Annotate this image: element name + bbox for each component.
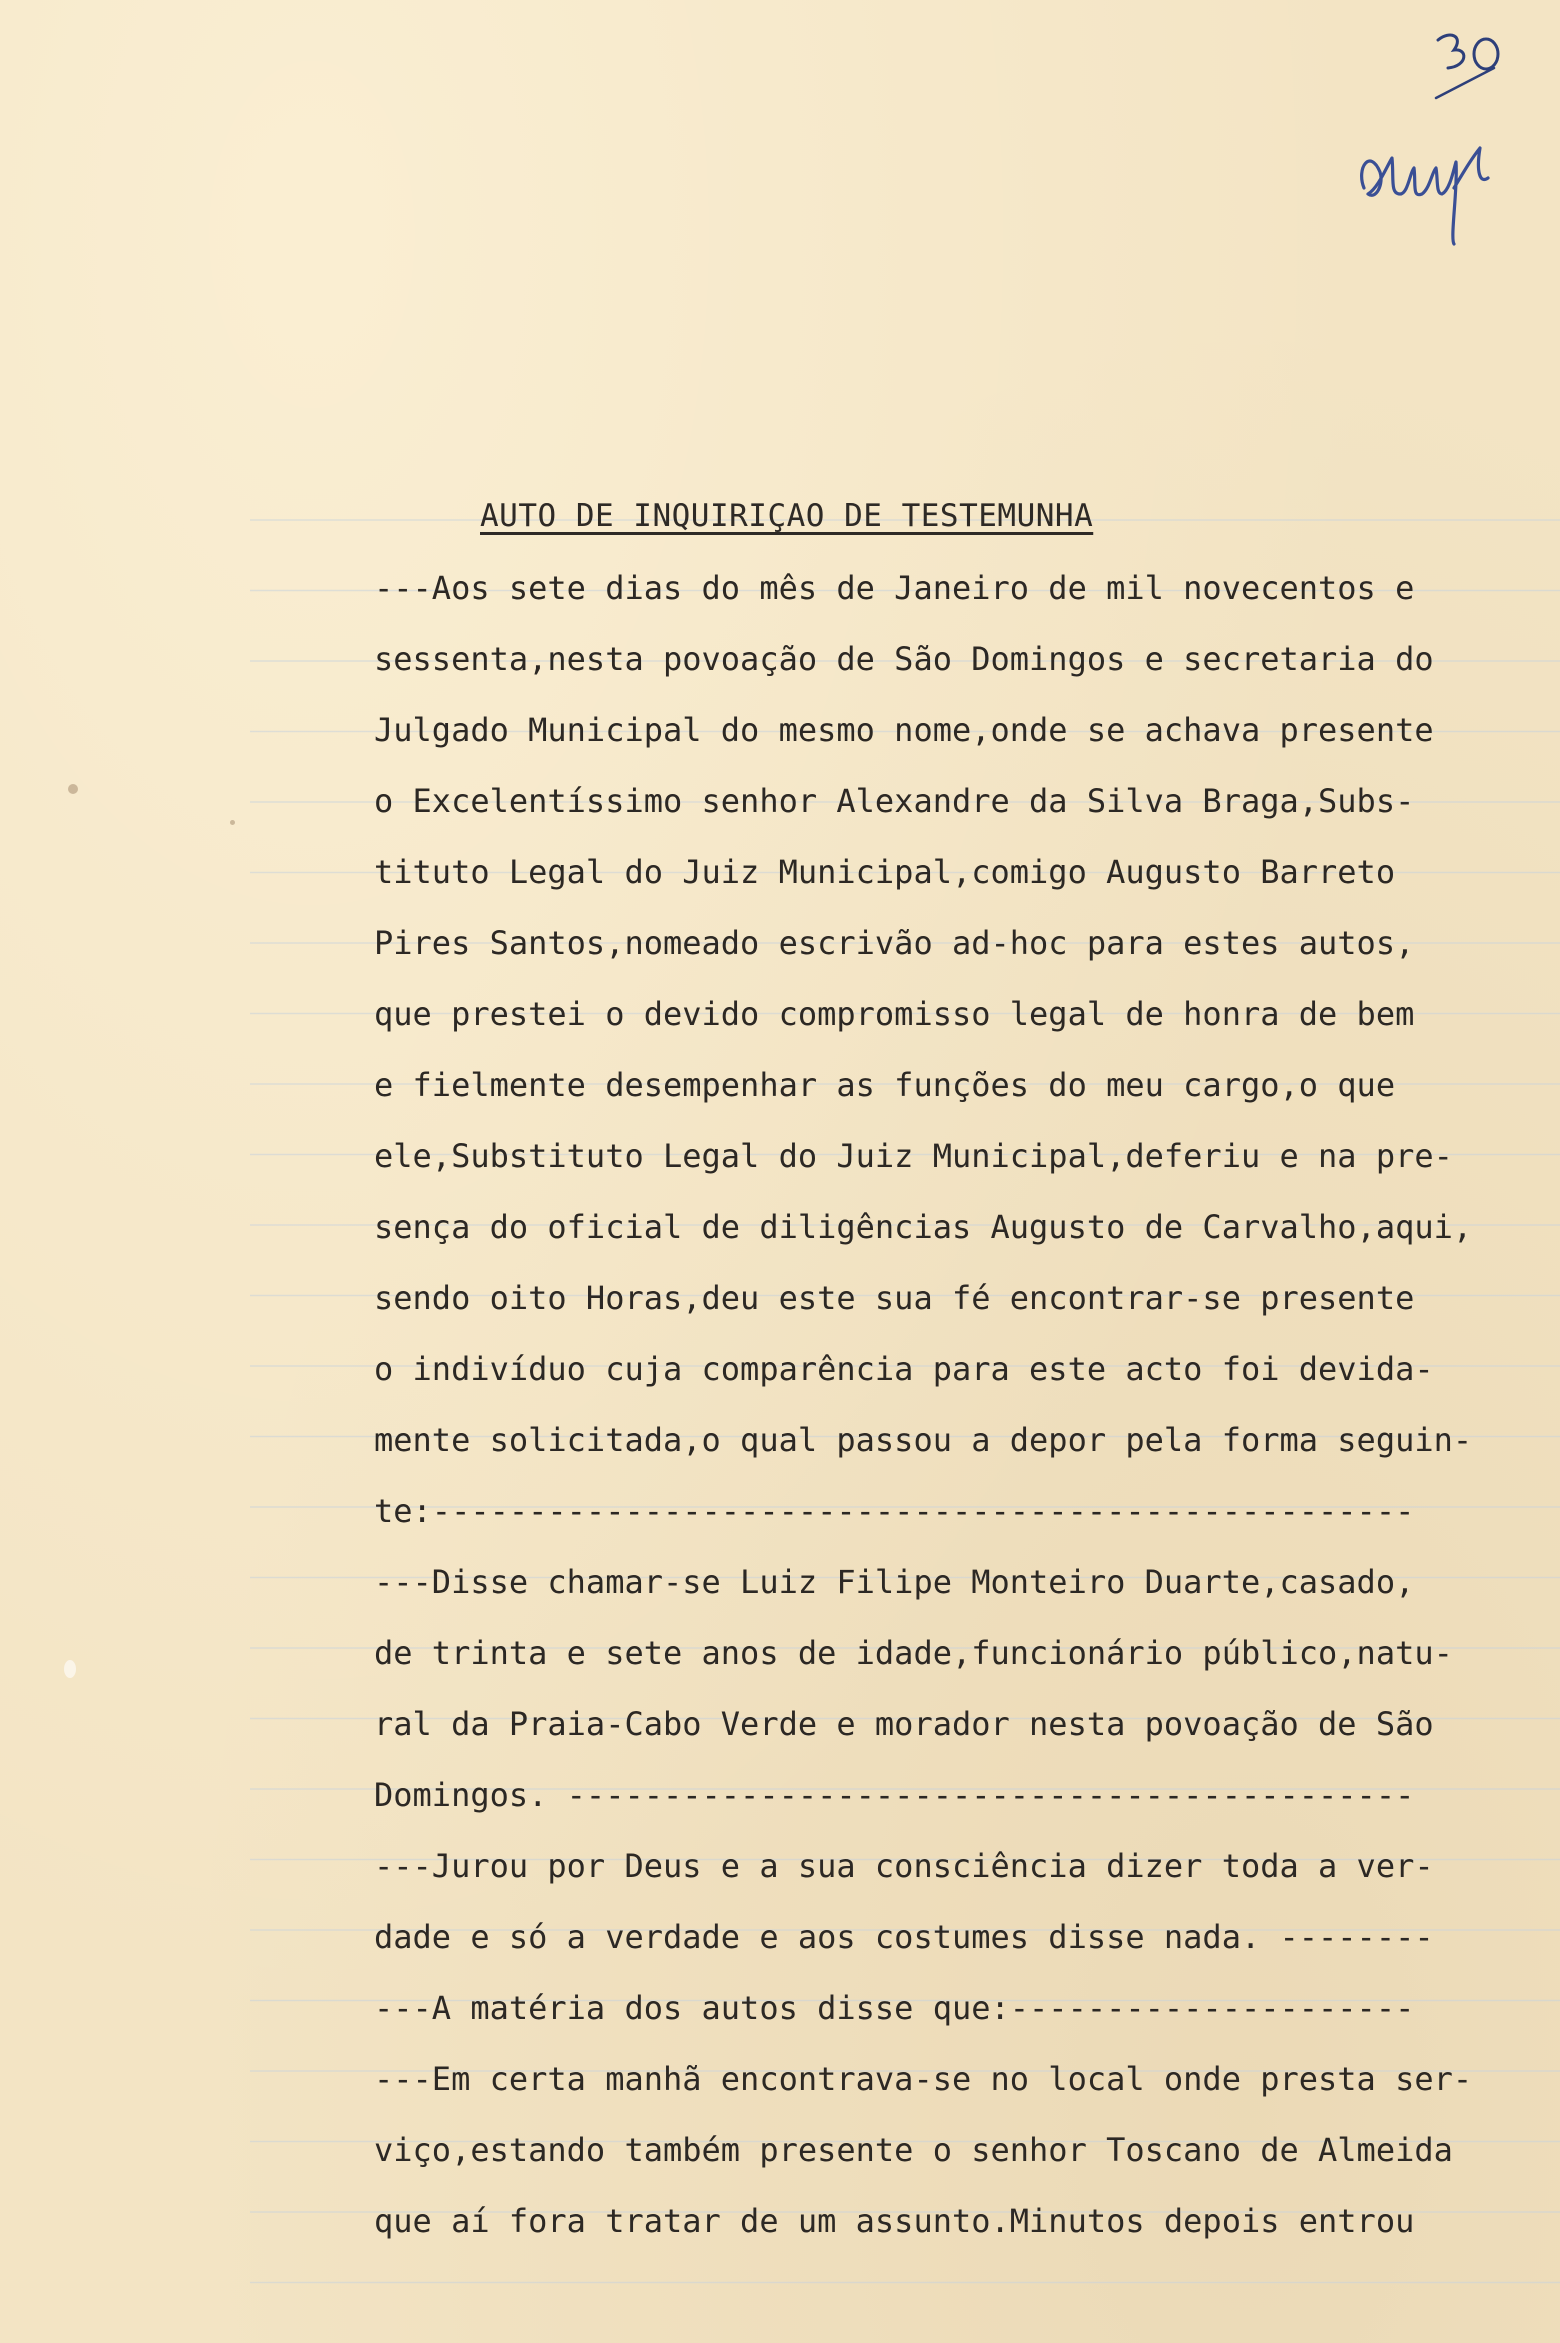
text-line: e fielmente desempenhar as funções do meu cargo,o que (374, 1066, 1396, 1104)
document-title: AUTO DE INQUIRIÇAO DE TESTEMUNHA (480, 498, 1094, 534)
text-line: mente solicitada,o qual passou a depor pela forma seguin- (374, 1421, 1473, 1459)
text-line: Julgado Municipal do mesmo nome,onde se achava presente (374, 711, 1434, 749)
text-line: te:--------------------------------------------------- (374, 1492, 1415, 1530)
text-line: o indivíduo cuja comparência para este acto foi devida- (374, 1350, 1434, 1388)
text-line: o Excelentíssimo senhor Alexandre da Silva Braga,Subs- (374, 782, 1415, 820)
text-line: sendo oito Horas,deu este sua fé encontrar-se presente (374, 1279, 1415, 1317)
text-line: dade e só a verdade e aos costumes disse nada. -------- (374, 1918, 1434, 1956)
handwritten-initials (1350, 128, 1500, 248)
text-line: ele,Substituto Legal do Juiz Municipal,deferiu e na pre- (374, 1137, 1453, 1175)
text-line: ---Disse chamar-se Luiz Filipe Monteiro Duarte,casado, (374, 1563, 1415, 1601)
paper-speck (68, 784, 78, 794)
text-line: sessenta,nesta povoação de São Domingos e secretaria do (374, 640, 1434, 678)
text-line: ---A matéria dos autos disse que:--------------------- (374, 1989, 1415, 2027)
text-line: Pires Santos,nomeado escrivão ad-hoc para estes autos, (374, 924, 1415, 962)
handwritten-folio-number (1428, 28, 1518, 108)
paper-speck (230, 820, 235, 825)
text-line: viço,estando também presente o senhor Toscano de Almeida (374, 2131, 1453, 2169)
text-line: ---Em certa manhã encontrava-se no local onde presta ser- (374, 2060, 1473, 2098)
document-body (374, 568, 1554, 2272)
text-line: sença do oficial de diligências Augusto de Carvalho,aqui, (374, 1208, 1473, 1246)
text-line: ---Aos sete dias do mês de Janeiro de mil novecentos e (374, 569, 1415, 607)
text-line: que aí fora tratar de um assunto.Minutos depois entrou (374, 2202, 1415, 2240)
text-line: Domingos. -------------------------------------------- (374, 1776, 1415, 1814)
text-line: ---Jurou por Deus e a sua consciência dizer toda a ver- (374, 1847, 1434, 1885)
paper-speck (64, 1660, 76, 1678)
text-line: tituto Legal do Juiz Municipal,comigo Augusto Barreto (374, 853, 1396, 891)
text-line: que prestei o devido compromisso legal de honra de bem (374, 995, 1415, 1033)
text-line: de trinta e sete anos de idade,funcionário público,natu- (374, 1634, 1453, 1672)
text-line: ral da Praia-Cabo Verde e morador nesta povoação de São (374, 1705, 1434, 1743)
